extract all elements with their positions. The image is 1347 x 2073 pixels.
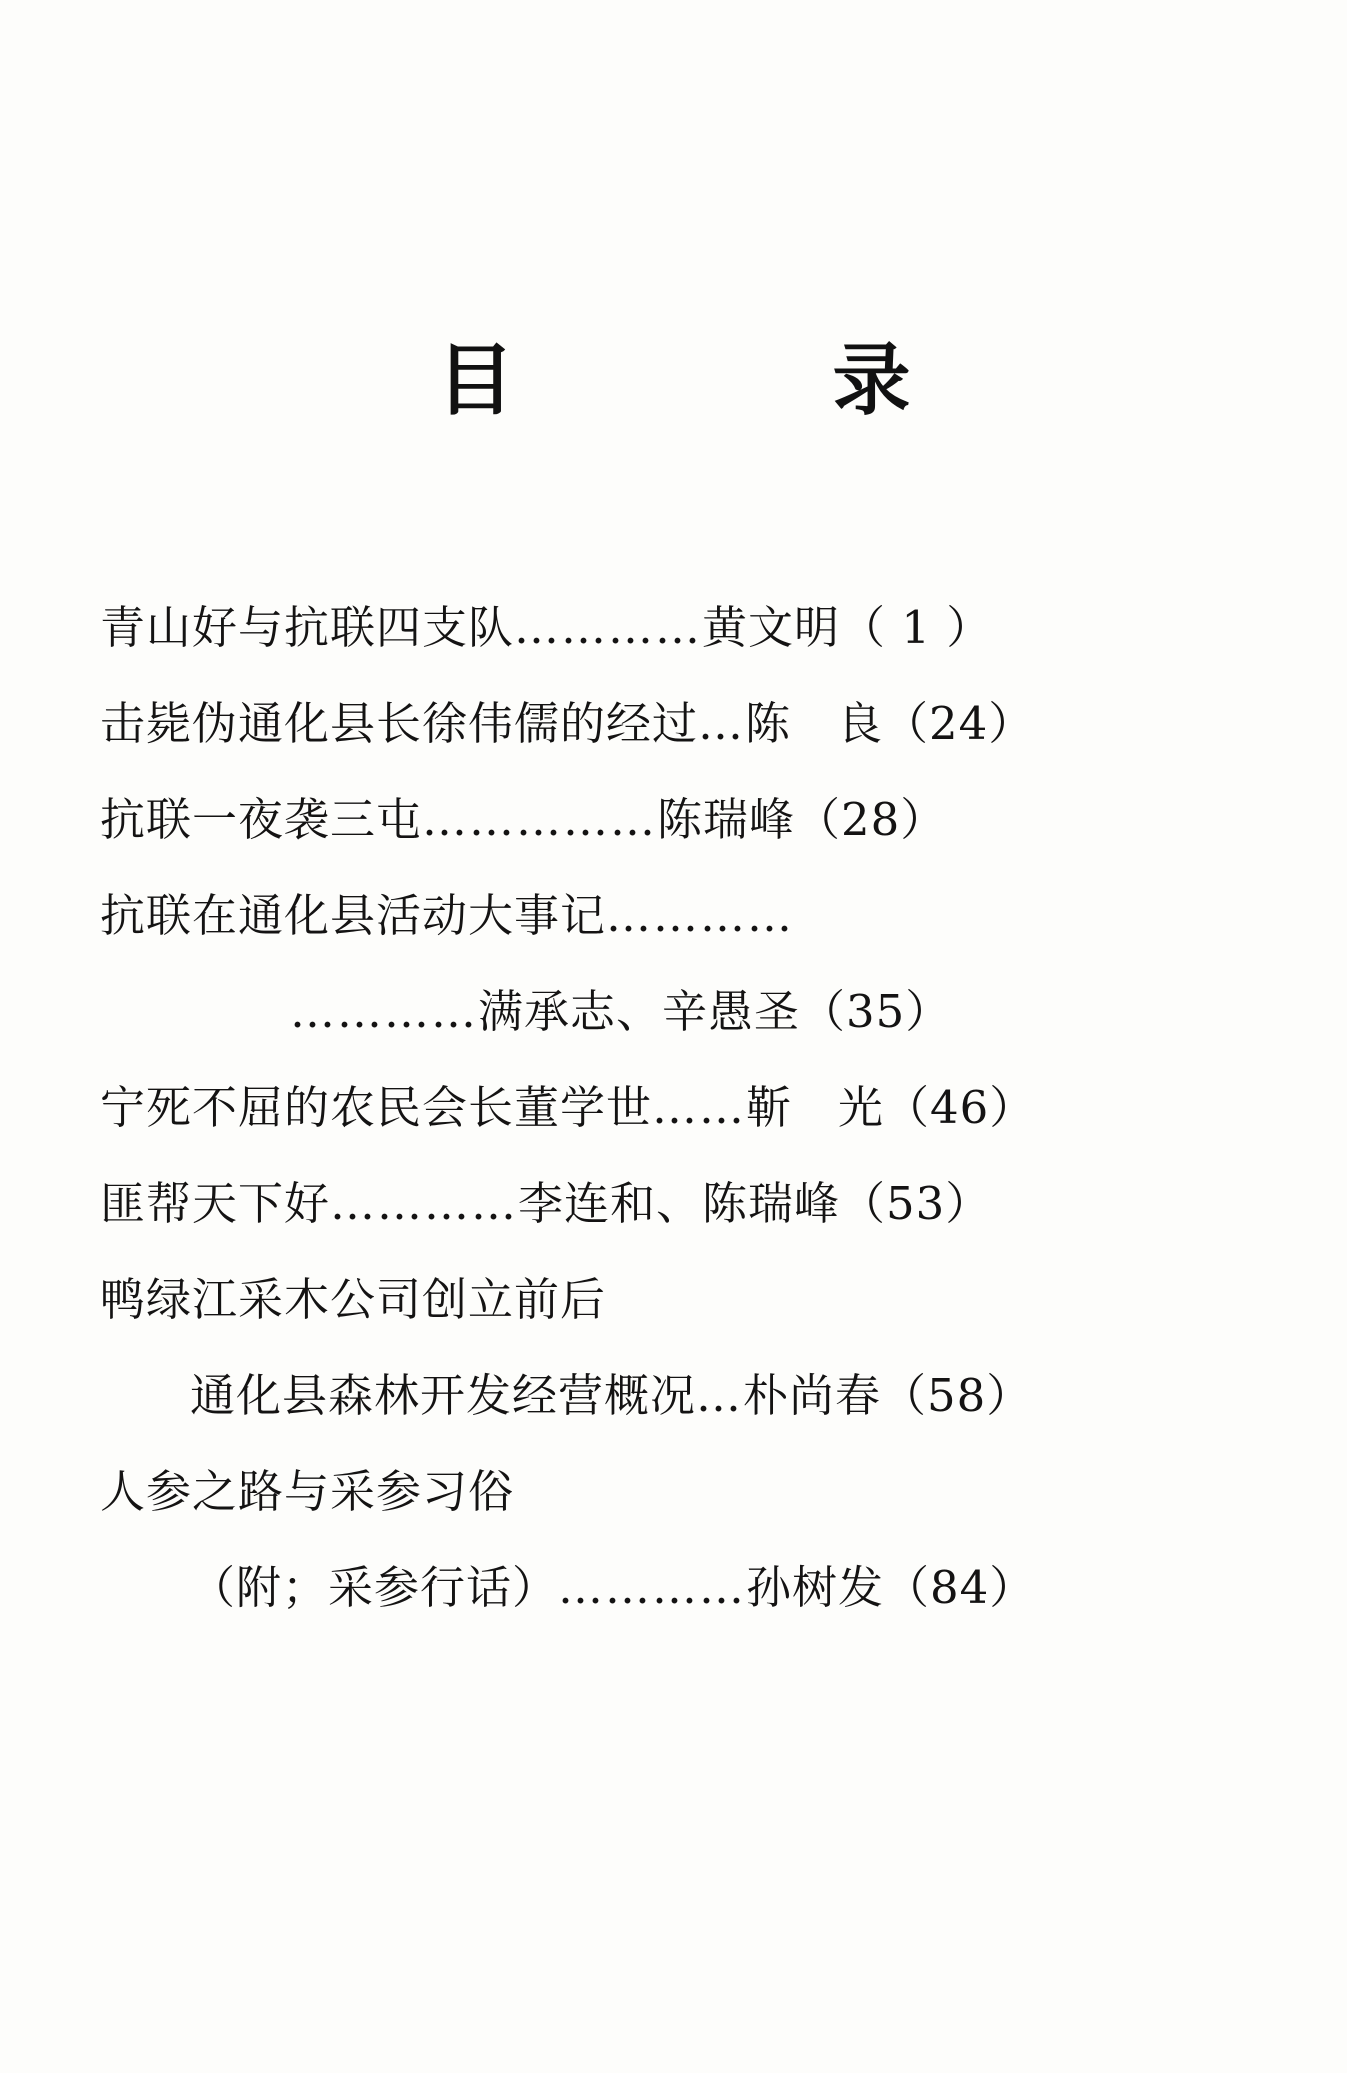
toc-entry-leader: ………… xyxy=(558,1561,747,1614)
toc-entry-title: 通化县森林开发经营概况 xyxy=(190,1369,697,1422)
table-of-contents xyxy=(100,580,1230,1636)
toc-entry-page: （46） xyxy=(884,1081,1036,1134)
toc-entry-title: 抗联一夜袭三屯 xyxy=(100,793,423,846)
toc-entry-title: 宁死不屈的农民会长董学世 xyxy=(100,1081,653,1134)
toc-entry-leader: ………… xyxy=(606,889,795,942)
toc-entry-leader: …… xyxy=(652,1081,747,1134)
toc-entry-author: 满承志、辛愚圣 xyxy=(478,985,801,1038)
toc-entry xyxy=(100,772,1230,868)
toc-entry-page: （53） xyxy=(840,1177,992,1230)
toc-entry-leader: … xyxy=(698,697,746,750)
toc-entry-title: 抗联在通化县活动大事记 xyxy=(100,889,607,942)
toc-entry-title: 匪帮天下好 xyxy=(100,1177,331,1230)
toc-entry-author: 孙树发 xyxy=(746,1561,885,1614)
toc-entry xyxy=(100,1252,1230,1348)
toc-entry-title: （附；采参行话） xyxy=(190,1561,559,1614)
toc-entry-title: 击毙伪通化县长徐伟儒的经过 xyxy=(100,697,699,750)
toc-entry-page: （35） xyxy=(800,985,952,1038)
toc-entry-author: 靳 光 xyxy=(746,1081,885,1134)
toc-entry xyxy=(100,1156,1230,1252)
toc-entry-leader: ………… xyxy=(330,1177,519,1230)
toc-entry xyxy=(100,1348,1230,1444)
toc-entry xyxy=(100,964,1230,1060)
page-title: 目 录 xyxy=(436,335,965,426)
toc-entry-page: （84） xyxy=(884,1561,1036,1614)
toc-entry-author: 朴尚春 xyxy=(743,1369,882,1422)
toc-entry xyxy=(100,868,1230,964)
toc-entry-title: 青山好与抗联四支队 xyxy=(100,601,515,654)
toc-entry-author: 陈瑞峰 xyxy=(657,793,796,846)
toc-entry-page: （24） xyxy=(883,697,1035,750)
toc-entry-page: （28） xyxy=(795,793,947,846)
toc-entry-leader: ………… xyxy=(290,985,478,1038)
toc-entry-author: 黄文明 xyxy=(702,601,841,654)
toc-entry-leader: … xyxy=(696,1369,744,1422)
toc-entry-author: 陈 良 xyxy=(745,697,884,750)
toc-entry-leader: …………… xyxy=(422,793,658,846)
toc-entry xyxy=(100,1060,1230,1156)
toc-entry-author: 李连和、陈瑞峰 xyxy=(518,1177,841,1230)
toc-entry-title: 人参之路与采参习俗 xyxy=(100,1465,515,1518)
toc-entry xyxy=(100,580,1230,676)
toc-entry-title: 鸭绿江采木公司创立前后 xyxy=(100,1273,607,1326)
toc-entry xyxy=(100,676,1230,772)
toc-entry-page: （ 1 ） xyxy=(840,601,993,654)
toc-entry-leader: ………… xyxy=(514,601,703,654)
toc-entry xyxy=(100,1444,1230,1540)
toc-entry-page: （58） xyxy=(881,1369,1033,1422)
toc-entry xyxy=(100,1540,1230,1636)
